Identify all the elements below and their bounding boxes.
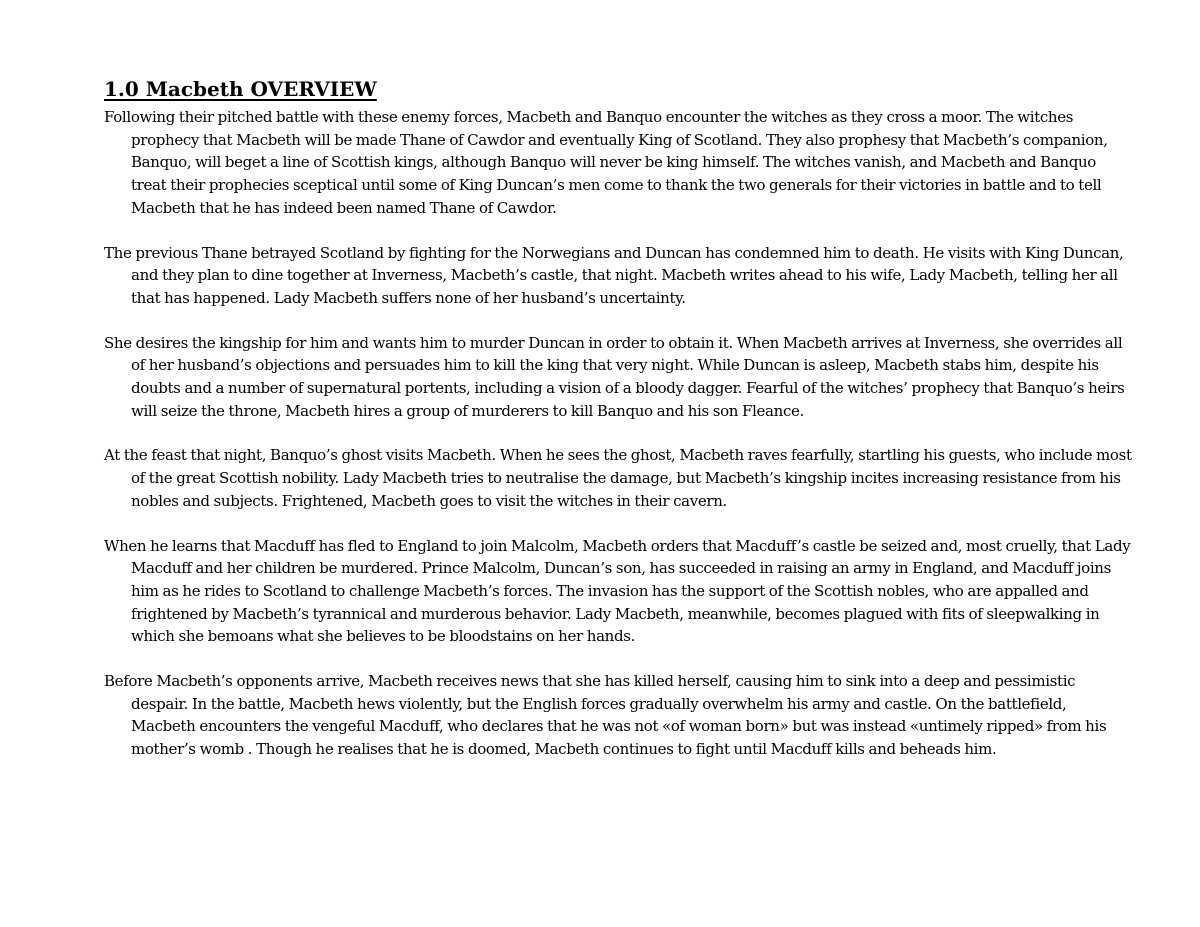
paragraph-final-battle: Before Macbeth’s opponents arrive, Macbeth receives news that she has killed herself, causing him to sink into a deep and pessimistic despair. In the battle, Macbeth hews violently, but the English forces gradually overwhelm his army and castle. On the battlefield, Macbeth encounters the vengeful Macduff, who declares that he was not «of woman born» but was instead «untimely ripped» from his mother’s womb . Though he realises that he is doomed, Macbeth continues to fight until Macduff kills and beheads him. [104,672,1107,759]
paragraph-battle-and-witches: Following their pitched battle with these enemy forces, Macbeth and Banquo encounter the witches as they cross a moor. The witches prophecy that Macbeth will be made Thane of Cawdor and eventually King of Scotland. They also prophesy that Macbeth’s companion, Banquo, will beget a line of Scottish kings, although Banquo will never be king himself. The witches vanish, and Macbeth and Banquo treat their prophecies sceptical until some of King Duncan’s men come to thank the two generals for their victories in battle and to tell Macbeth that he has indeed been named Thane of Cawdor. [104,108,1108,217]
document-title: 1.0 Macbeth OVERVIEW [104,77,377,101]
paragraph-macduff-flight: When he learns that Macduff has fled to England to join Malcolm, Macbeth orders that Macduff’s castle be seized and, most cruelly, that Lady Macduff and her children be murdered. Prince Malcolm, Duncan’s son, has succeeded in raising an army in England, and Macduff joins him as he rides to Scotland to challenge Macbeth’s forces. The invasion has the support of the Scottish nobles, who are appalled and frightened by Macbeth’s tyrannical and murderous behavior. Lady Macbeth, meanwhile, becomes plagued with fits of sleepwalking in which she bemoans what she believes to be bloodstains on her hands. [104,536,1131,646]
document-page [104,76,1134,783]
paragraph-murder-of-duncan: She desires the kingship for him and wants him to murder Duncan in order to obtain it. When Macbeth arrives at Inverness, she overrides all of her husband’s objections and persuades him to kill the king that very night. While Duncan is asleep, Macbeth stabs him, despite his doubts and a number of supernatural portents, including a vision of a bloody dagger. Fearful of the witches’ prophecy that Banquo’s heirs will seize the throne, Macbeth hires a group of murderers to kill Banquo and his son Fleance. [104,333,1125,420]
paragraph-previous-thane: The previous Thane betrayed Scotland by fighting for the Norwegians and Duncan has condemned him to death. He visits with King Duncan, and they plan to dine together at Inverness, Macbeth’s castle, that night. Macbeth writes ahead to his wife, Lady Macbeth, telling her all that has happened. Lady Macbeth suffers none of her husband’s uncertainty. [104,243,1124,307]
paragraph-banquo-ghost: At the feast that night, Banquo’s ghost visits Macbeth. When he sees the ghost, Macbeth raves fearfully, startling his guests, who include most of the great Scottish nobility. Lady Macbeth tries to neutralise the damage, but Macbeth’s kingship incites increasing resistance from his nobles and subjects. Frightened, Macbeth goes to visit the witches in their cavern. [104,446,1132,510]
